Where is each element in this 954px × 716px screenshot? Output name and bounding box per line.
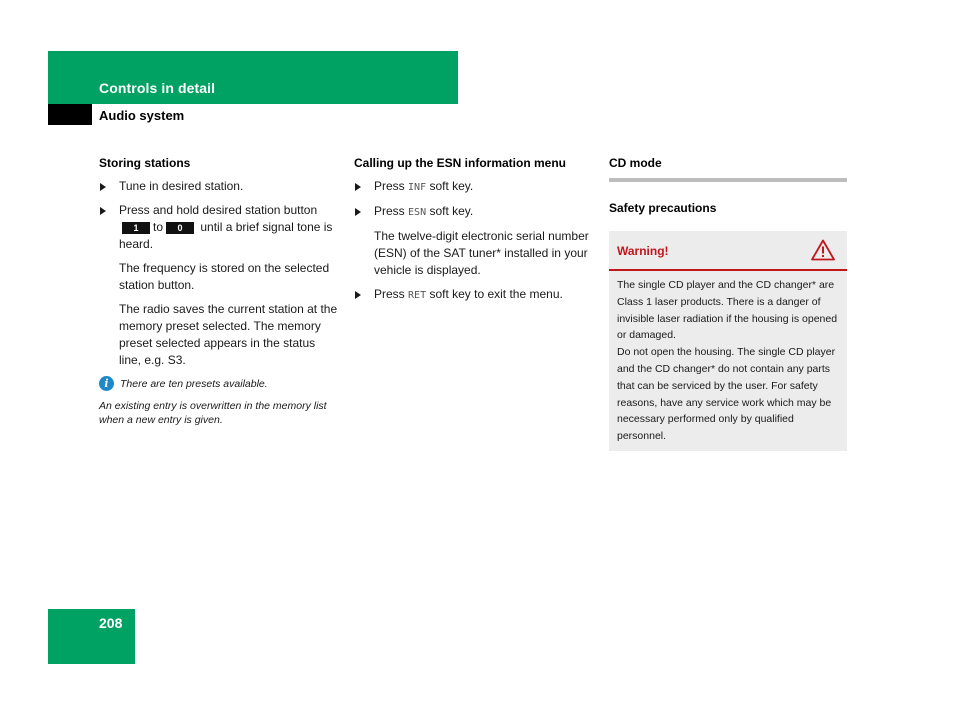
softkey-label: INF <box>408 182 427 193</box>
triangle-right-icon <box>355 208 361 216</box>
page-number: 208 <box>99 615 123 631</box>
step-item <box>99 178 339 195</box>
section-title: Controls in detail <box>99 80 216 96</box>
column-cd-mode <box>609 155 847 451</box>
heading-esn-menu: Calling up the ESN information menu <box>354 156 567 170</box>
triangle-right-icon <box>100 183 106 191</box>
warning-box <box>609 231 847 451</box>
header-bar <box>48 51 458 104</box>
step-item <box>99 202 339 253</box>
key-1-icon: 1 <box>122 222 150 234</box>
warning-triangle-icon <box>811 239 835 261</box>
warning-paragraph: Do not open the housing. The single CD player and the CD changer* do not contain any parts that can be serviced by the user. For safety reasons, have any service work which may be necessary performed only by qualified personnel. <box>617 346 836 443</box>
step-text: Press <box>374 287 405 301</box>
softkey-label: RET <box>408 290 427 301</box>
triangle-right-icon <box>355 183 361 191</box>
step-text: to <box>153 220 164 234</box>
page-subtitle: Audio system <box>99 108 185 123</box>
step-item <box>354 178 594 196</box>
info-text: There are ten presets available. <box>120 378 268 390</box>
heading-safety-precautions: Safety precautions <box>609 201 717 215</box>
info-icon: i <box>99 376 114 391</box>
warning-paragraph: The single CD player and the CD changer* are Class 1 laser products. There is a danger of invisible laser radiation if the housing is opened or damaged. <box>617 279 838 342</box>
heading-rule <box>609 178 847 182</box>
key-0-icon: 0 <box>166 222 194 234</box>
warning-header <box>609 231 847 271</box>
step-text: Press and hold desired station button <box>119 203 318 217</box>
step-text: soft key. <box>429 179 474 193</box>
column-storing-stations <box>99 155 339 427</box>
triangle-right-icon <box>100 207 106 215</box>
body-paragraph: The radio saves the current station at the memory preset selected. The memory preset selected appears in the status line, e.g. S3. <box>119 302 338 367</box>
warning-text <box>609 271 847 451</box>
section-marker <box>48 104 92 125</box>
column-esn-menu <box>354 155 594 311</box>
heading-cd-mode: CD mode <box>609 156 662 170</box>
step-item <box>354 203 594 221</box>
heading-storing-stations: Storing stations <box>99 156 191 170</box>
warning-label: Warning! <box>617 244 669 258</box>
softkey-label: ESN <box>408 207 427 218</box>
step-text: soft key. <box>429 204 474 218</box>
step-text: Press <box>374 204 405 218</box>
info-note <box>99 377 339 391</box>
body-paragraph: The twelve-digit electronic serial number (ESN) of the SAT tuner* installed in your vehicle is displayed. <box>374 229 589 277</box>
italic-note: An existing entry is overwritten in the memory list when a new entry is given. <box>99 400 327 426</box>
step-text: until a brief signal tone is heard. <box>119 220 333 251</box>
step-item <box>354 286 594 304</box>
step-text: Tune in desired station. <box>119 179 244 193</box>
step-text: soft key to exit the menu. <box>429 287 563 301</box>
triangle-right-icon <box>355 291 361 299</box>
step-text: Press <box>374 179 405 193</box>
body-paragraph: The frequency is stored on the selected station button. <box>119 261 330 292</box>
